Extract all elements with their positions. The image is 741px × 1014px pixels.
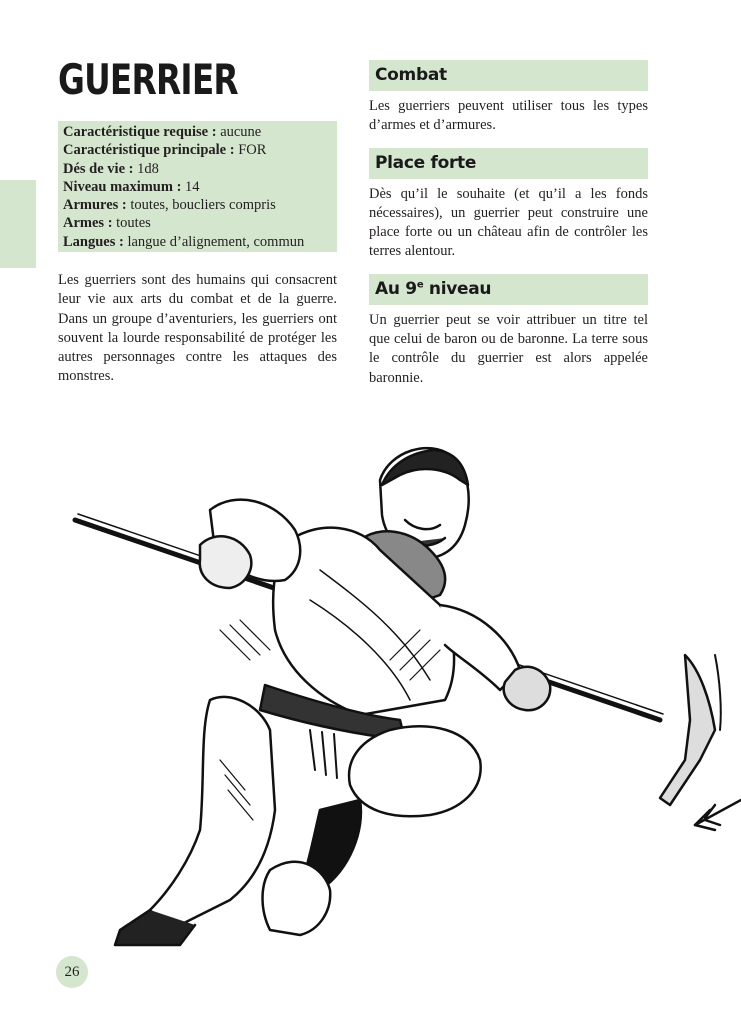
section-heading-combat: Combat xyxy=(369,60,648,91)
section-heading-level-9: Au 9e niveau xyxy=(369,274,648,305)
stat-hit-dice: Dés de vie : 1d8 xyxy=(63,160,159,177)
page-number: 26 xyxy=(56,956,88,988)
stat-prime: Caractéristique principale : FOR xyxy=(63,142,267,159)
stat-required: Caractéristique requise : aucune xyxy=(63,124,262,140)
stat-armour: Armures : toutes, boucliers compris xyxy=(63,197,276,214)
fighter-illustration xyxy=(60,430,741,950)
section-text-level-9: Un guerrier peut se voir attribuer un titre tel que celui de baron ou de baronne. La terre sous le contrôle du guerrier est alors appelée baronnie. xyxy=(369,311,648,386)
section-text-combat: Les guerriers peuvent utiliser tous les types d’armes et d’armures. xyxy=(369,98,648,134)
intro-paragraph: Les guerriers sont des humains qui consacrent leur vie aux arts du combat et de la guerre. Dans un groupe d’aventuriers, les guerriers ont souvent la lourde responsabilité de protéger les autres personnages contre les attaques des monstres. xyxy=(58,272,337,385)
side-tab xyxy=(0,180,36,268)
stat-weapons: Armes : toutes xyxy=(63,215,151,232)
right-column xyxy=(369,60,648,400)
stat-max-level: Niveau maximum : 14 xyxy=(63,178,200,195)
stat-languages: Langues : langue d’alignement, commun xyxy=(63,233,305,250)
stat-box xyxy=(58,121,337,252)
page-title: GUERRIER xyxy=(58,55,238,104)
section-text-stronghold: Dès qu’il le souhaite (et qu’il a les fonds nécessaires), un guerrier peut construire une place forte ou un château afin de contrôler les terres alentour. xyxy=(369,185,648,260)
section-heading-stronghold: Place forte xyxy=(369,148,648,179)
